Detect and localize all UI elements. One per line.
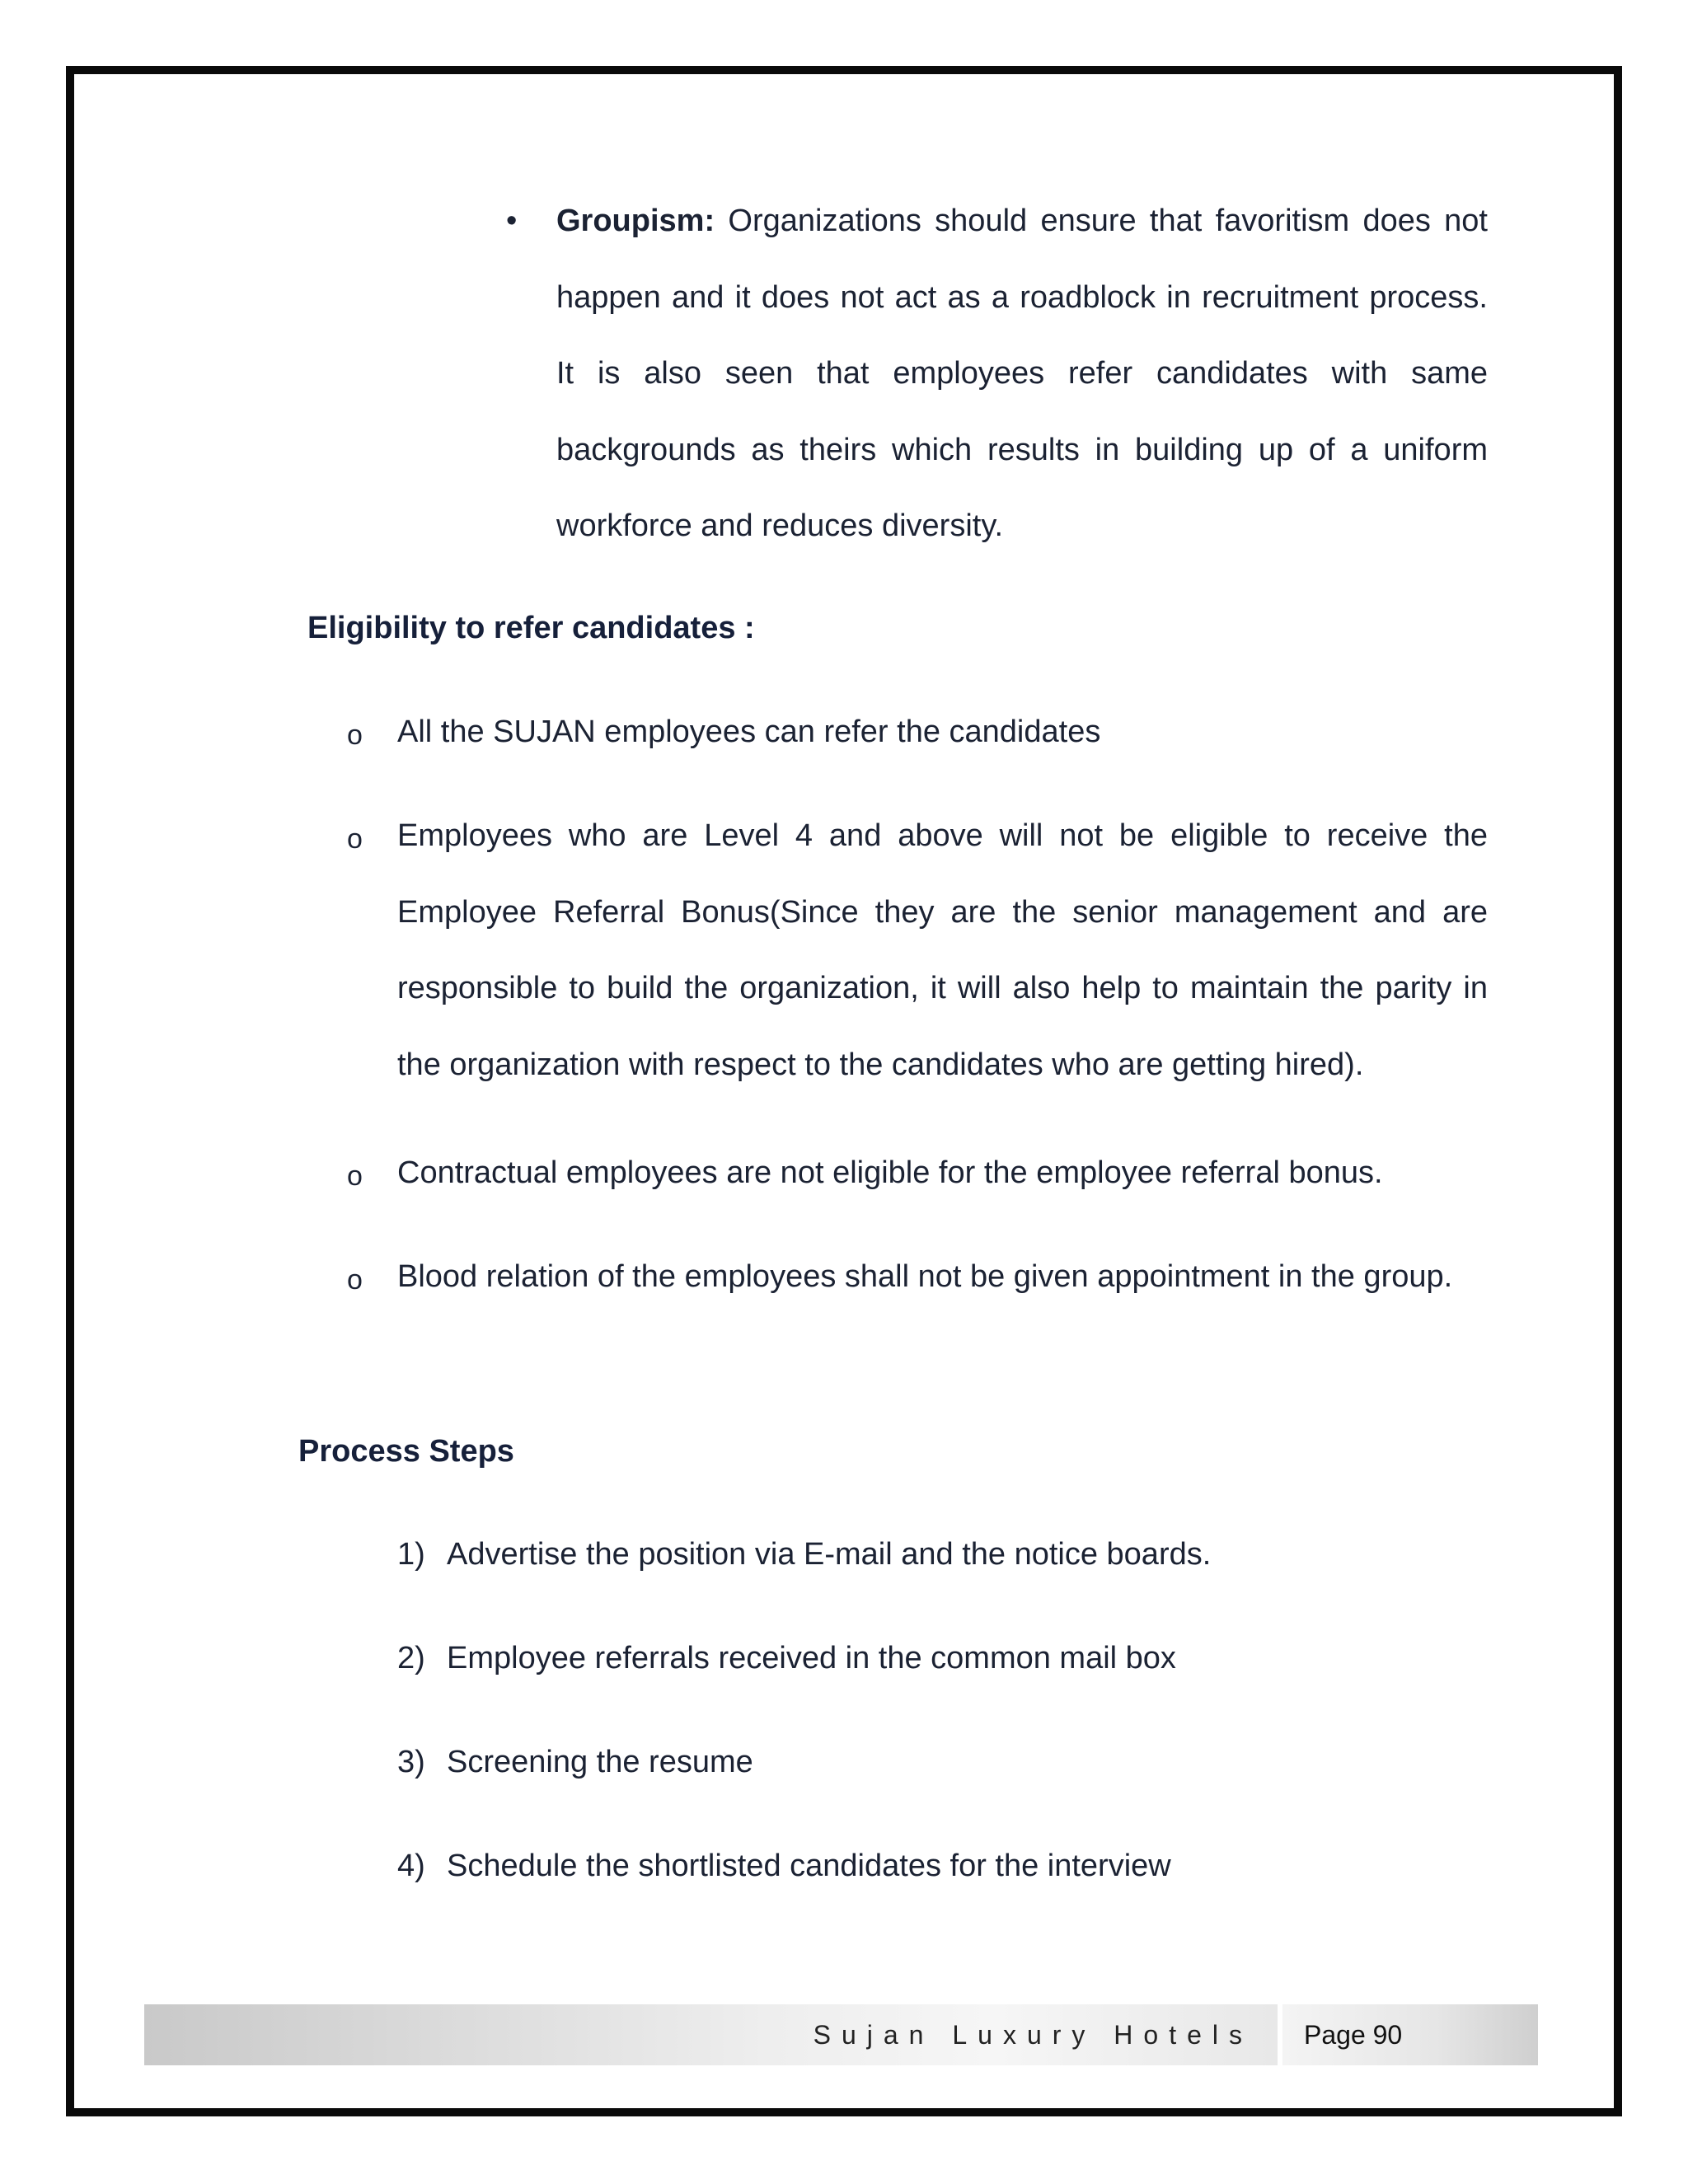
- bullet-dot: •: [506, 204, 518, 238]
- circle-bullet-icon: o: [347, 823, 363, 855]
- footer-page-bar: [1282, 2004, 1538, 2065]
- footer-company-bar: [144, 2004, 1278, 2065]
- step-number: 3): [397, 1745, 425, 1779]
- step-text: Advertise the position via E-mail and the notice boards.: [447, 1537, 1212, 1572]
- groupism-term: Groupism:: [556, 204, 715, 238]
- page-number: Page 90: [1304, 2020, 1403, 2050]
- circle-bullet-icon: o: [347, 1264, 363, 1296]
- step-number: 4): [397, 1849, 425, 1883]
- footer-company-name: Sujan Luxury Hotels: [813, 2020, 1253, 2050]
- step-number: 1): [397, 1537, 425, 1572]
- step-text: Screening the resume: [447, 1745, 753, 1779]
- step-text: Employee referrals received in the common mail box: [447, 1641, 1176, 1675]
- circle-bullet-icon: o: [347, 719, 363, 751]
- circle-bullet-icon: o: [347, 1160, 363, 1192]
- step-number: 2): [397, 1641, 425, 1675]
- eligibility-heading: Eligibility to refer candidates :: [307, 611, 755, 645]
- eligibility-item: Contractual employees are not eligible for the employee referral bonus.: [397, 1155, 1383, 1190]
- step-text: Schedule the shortlisted candidates for the interview: [447, 1849, 1171, 1883]
- eligibility-item: All the SUJAN employees can refer the candidates: [397, 715, 1101, 749]
- eligibility-item: Blood relation of the employees shall not be given appointment in the group.: [397, 1259, 1453, 1294]
- process-steps-heading: Process Steps: [298, 1434, 514, 1469]
- groupism-paragraph: [556, 183, 1488, 565]
- eligibility-item: Employees who are Level 4 and above will not be eligible to receive the Employee Referral Bonus(Since they are the senior management and are responsible to build the organization, it will also help to maintain the parity in the organization with respect to the candidates who are getting hired).: [397, 818, 1488, 1082]
- groupism-text: Organizations should ensure that favoritism does not happen and it does not act as a roadblock in recruitment process. It is also seen that employees refer candidates with same backgrounds as theirs which results in building up of a uniform workforce and reduces diversity.: [556, 204, 1488, 543]
